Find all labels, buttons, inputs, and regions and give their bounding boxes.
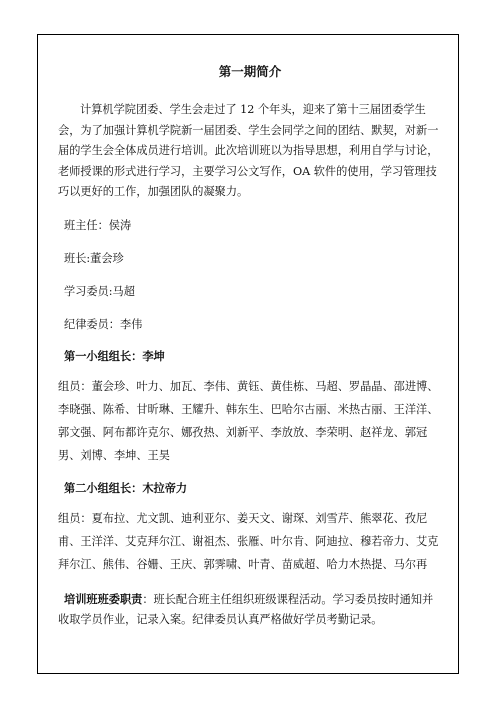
group1-members: 组员：董会珍、叶力、加瓦、李伟、黄钰、黄佳栋、马超、罗晶晶、邵进博、李晓强、陈希、甘昕琳、王耀升、韩东生、巴哈尔古丽、米热古丽、王洋洋、郭文强、阿布都许克尔、娜孜热、刘新平、李放放、李荣明、赵祥龙、郭冠男、刘博、李坤、王昊 — [58, 379, 439, 462]
study-member-line: 学习委员:马超 — [64, 284, 135, 298]
document-title: 第一期简介 — [218, 64, 282, 79]
intro-paragraph: 计算机学院团委、学生会走过了 12 个年头，迎来了第十三届团委学生会，为了加强计算机学院新一届团委、学生会同学之间的团结、默契，对新一届的学生会全体成员进行培训。此次培训班以为指导思想，利用自学与讨论，老师授课的形式进行学习，主要学习公文写作，OA 软件的使用，学习管理技巧以更好的工作，加强团队的凝聚力。 — [58, 103, 439, 198]
group2-members: 组员：夏布拉、尤文凯、迪利亚尔、姜天文、谢琛、刘雪芹、熊翠花、孜尼甫、王洋洋、艾克拜尔江、谢祖杰、张雁、叶尔肯、阿迪拉、穆若帝力、艾克拜尔江、熊伟、谷姗、王庆、郭霁啸、叶青、苗威超、哈力木热提、马尔再 — [58, 511, 439, 571]
duty-text: ：班长配合班主任组织班级课程活动。学习委员按时通知并收取学员作业，记录入案。纪律委员认真严格做好学员考勤记录。 — [58, 592, 434, 626]
duty-label: 培训班班委职责 — [64, 592, 143, 606]
duty-paragraph — [58, 590, 442, 631]
head-teacher-line: 班主任：侯涛 — [64, 218, 132, 232]
group1-leader-heading: 第一小组组长：李坤 — [64, 349, 165, 363]
document-body — [58, 62, 442, 631]
discipline-member-line: 纪律委员：李伟 — [64, 317, 143, 331]
monitor-line: 班长:董会珍 — [64, 251, 124, 265]
group2-leader-heading: 第二小组组长：木拉帝力 — [64, 481, 188, 495]
